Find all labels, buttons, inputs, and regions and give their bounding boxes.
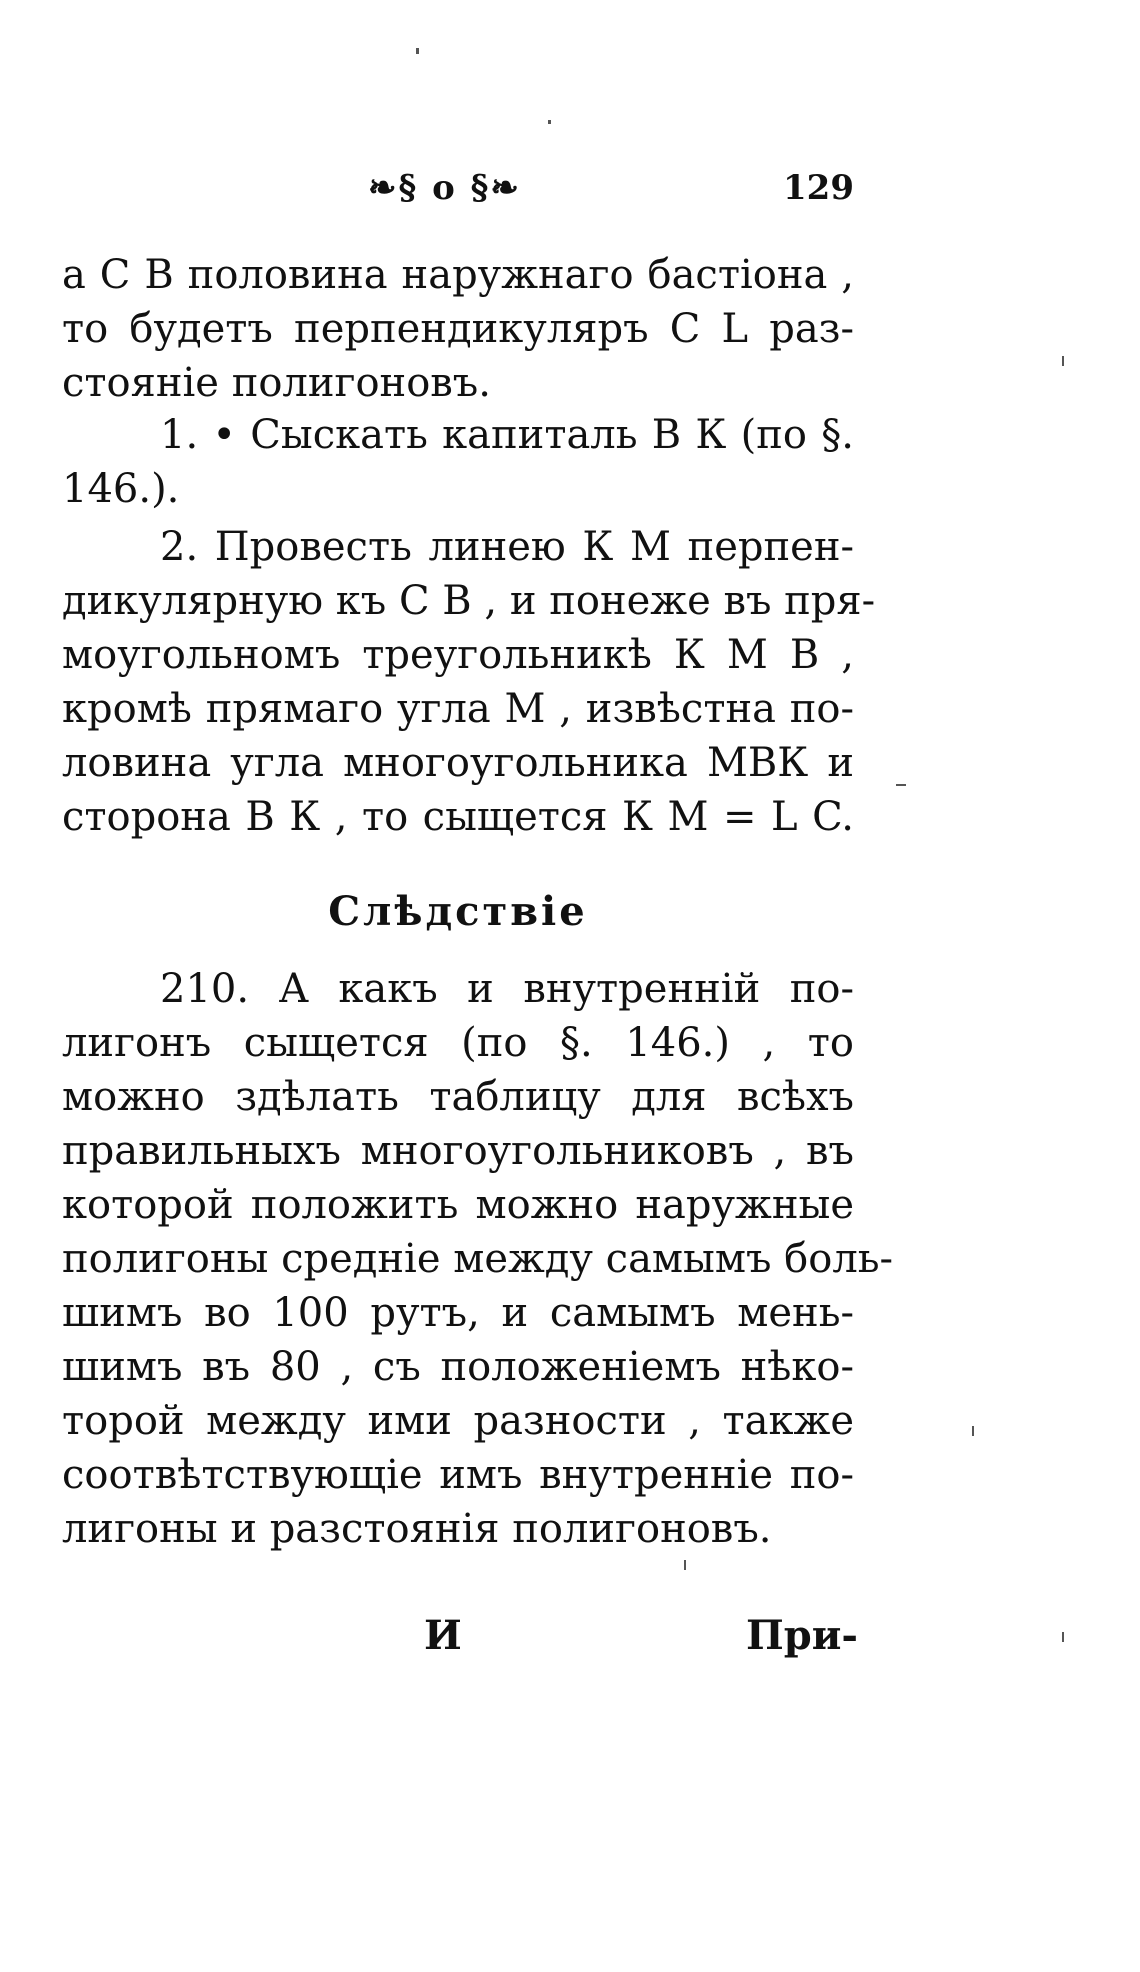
- text-line: сторона В К , то сыщется К М = L C.: [62, 794, 854, 840]
- text-line: шимъ во 100 рутъ, и самымъ мень-: [62, 1290, 854, 1336]
- text-line: дикулярную къ С В , и понеже въ пря-: [62, 578, 876, 624]
- text-line: полигоны средніе между самымъ боль-: [62, 1236, 894, 1282]
- page-number: 129: [783, 168, 854, 208]
- paper-speck: [1062, 1632, 1064, 1642]
- text-line: кромѣ прямаго угла М , извѣстна по-: [62, 686, 854, 732]
- paper-speck: [548, 120, 551, 124]
- paper-speck: [416, 48, 419, 54]
- text-line: то будетъ перпендикуляръ С L раз-: [62, 306, 854, 352]
- paper-speck: [972, 1426, 974, 1436]
- text-line: 1. • Сыскать капиталь В К (по §.: [160, 412, 854, 458]
- section-heading: Слѣдствіе: [328, 888, 588, 935]
- text-line: соотвѣтствующіе имъ внутренніе по-: [62, 1452, 854, 1498]
- text-line: стояніе полигоновъ.: [62, 360, 491, 406]
- text-line: шимъ въ 80 , съ положеніемъ нѣко-: [62, 1344, 854, 1390]
- catchword-right: При-: [746, 1612, 859, 1659]
- text-line: можно здѣлать таблицу для всѣхъ: [62, 1074, 854, 1120]
- text-line: лигонъ сыщется (по §. 146.) , то: [62, 1020, 854, 1066]
- text-line: моугольномъ треугольникѣ К М В ,: [62, 632, 854, 678]
- text-line: 146.).: [62, 466, 180, 512]
- header-ornament: ❧§ o §❧: [368, 168, 521, 208]
- paper-speck: [1062, 356, 1064, 366]
- text-line: торой между ими разности , также: [62, 1398, 854, 1444]
- text-line: 2. Провесть линею К М перпен-: [160, 524, 854, 570]
- paper-speck: [896, 784, 906, 786]
- text-line: правильныхъ многоугольниковъ , въ: [62, 1128, 854, 1174]
- page-header: [62, 168, 854, 218]
- text-line: а С В половина наружнаго бастіона ,: [62, 252, 854, 298]
- text-line: лигоны и разстоянія полигоновъ.: [62, 1506, 772, 1552]
- text-line: которой положить можно наружные: [62, 1182, 854, 1228]
- text-line: ловина угла многоугольника МВК и: [62, 740, 854, 786]
- catchword-left: И: [424, 1612, 462, 1659]
- text-line: 210. А какъ и внутренній по-: [160, 966, 854, 1012]
- paper-speck: [684, 1560, 686, 1570]
